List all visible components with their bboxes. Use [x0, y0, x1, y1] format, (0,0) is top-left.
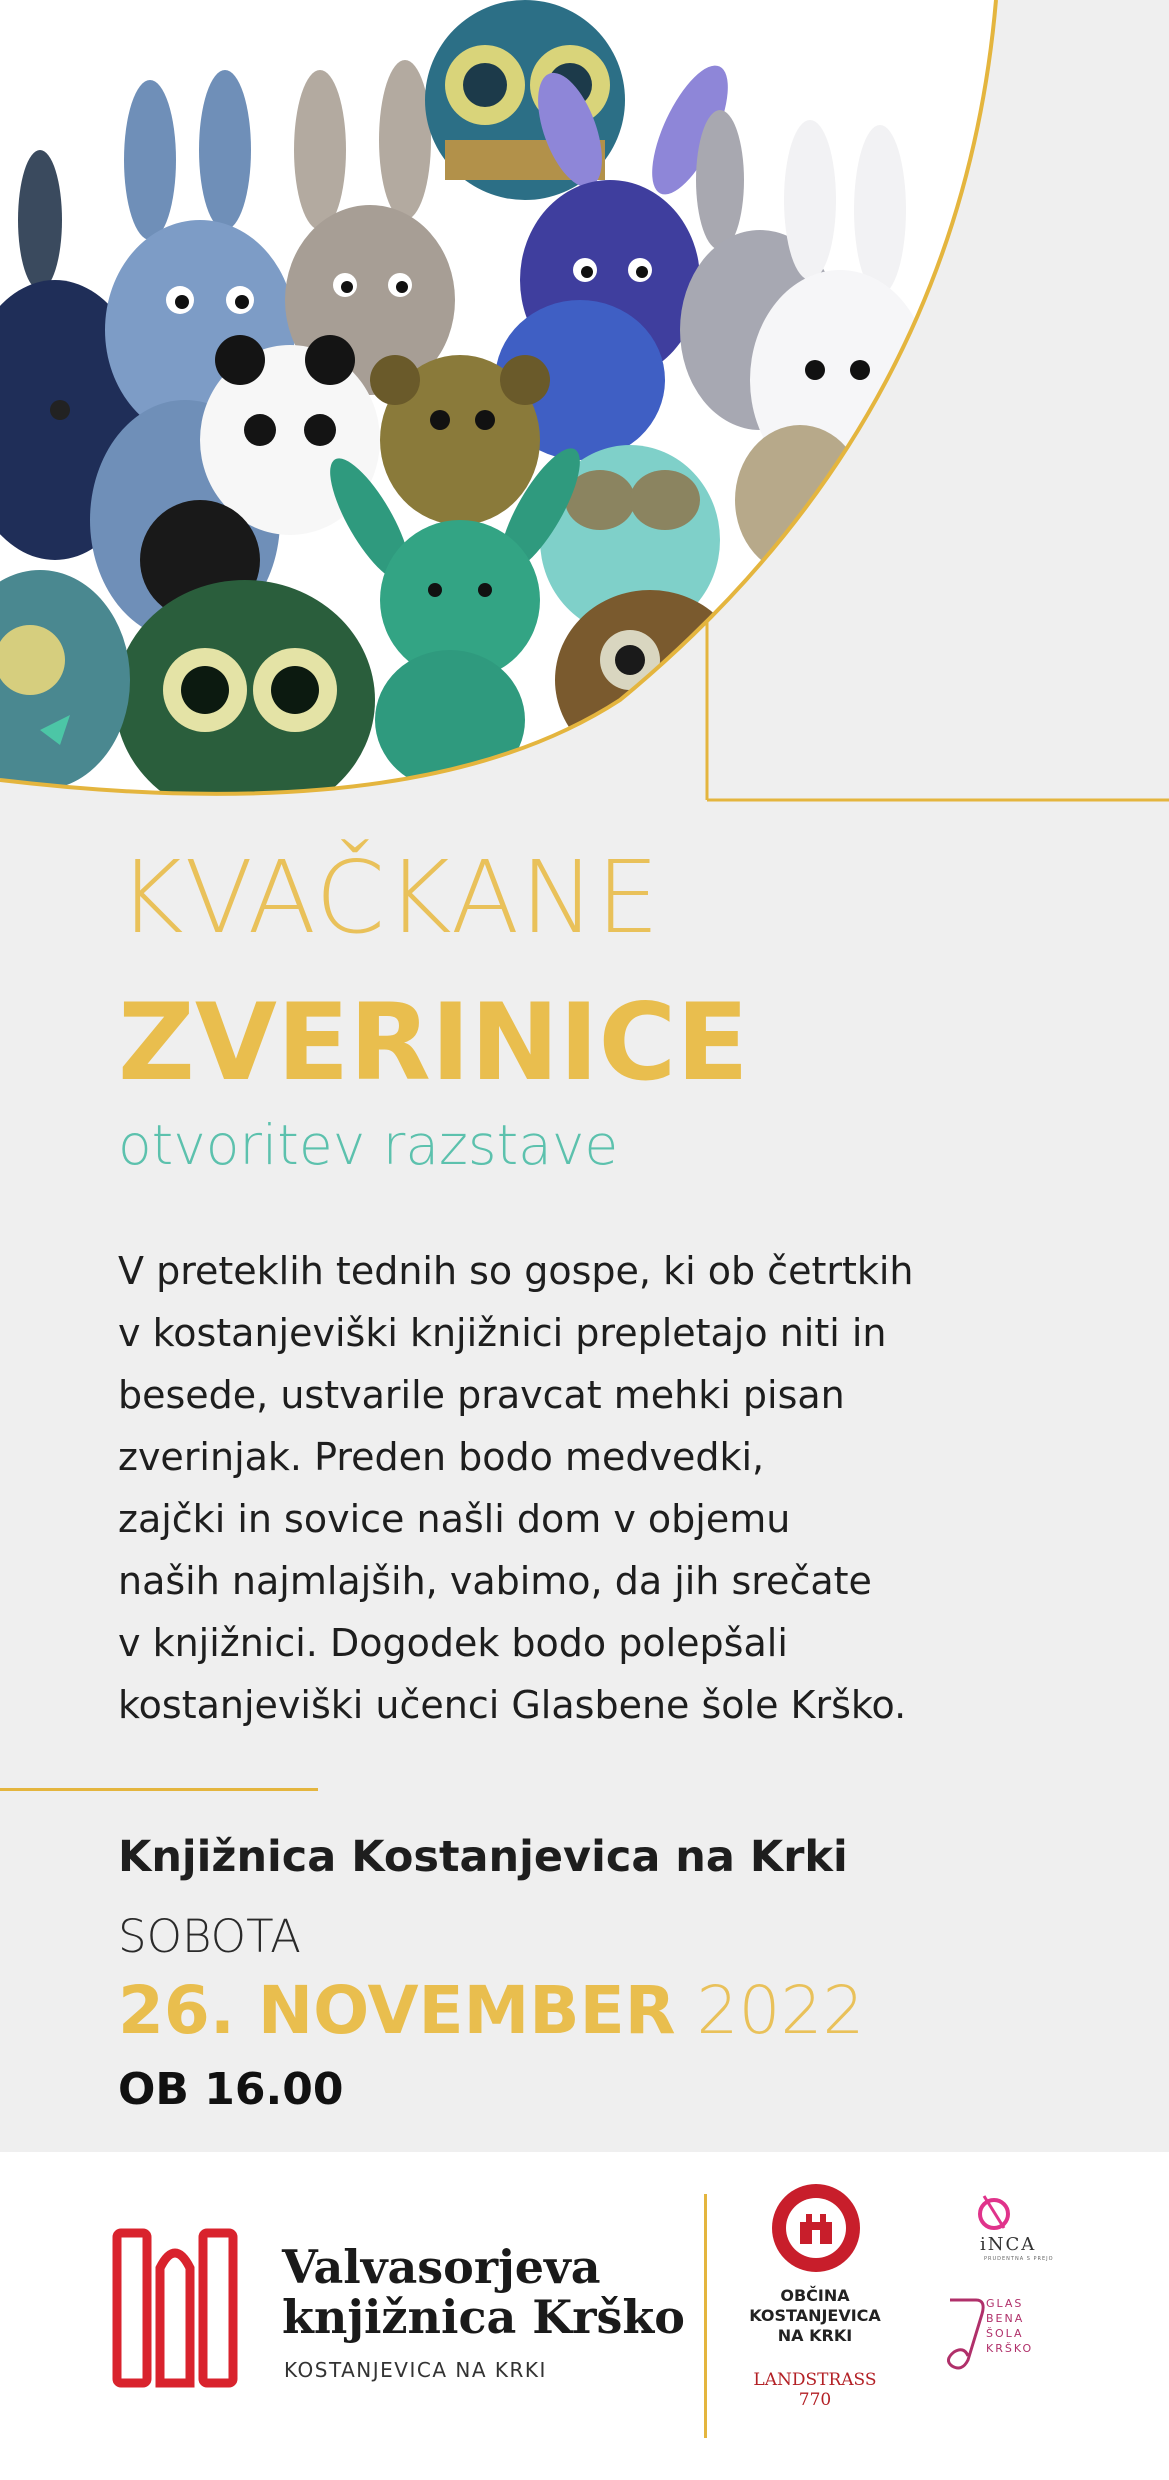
footer-divider — [704, 2194, 707, 2438]
description-line: besede, ustvarile pravcat mehki pisan — [118, 1373, 845, 1417]
description-line: V preteklih tednih so gospe, ki ob četrtkih — [118, 1249, 914, 1293]
crochet-animals-photo — [0, 0, 1169, 820]
footer — [0, 2152, 1169, 2480]
municipality-line: NA KRKI — [777, 2326, 853, 2345]
library-name-line-2: knjižnica Krško — [282, 2290, 685, 2344]
description — [118, 1240, 1018, 1736]
description-line: v kostanjeviški knjižnici prepletajo niti in — [118, 1311, 887, 1355]
event-date-main: 26. NOVEMBER — [118, 1972, 676, 2049]
event-day: SOBOTA — [118, 1910, 301, 1963]
description-line: v knjižnici. Dogodek bodo polepšali — [118, 1621, 788, 1665]
event-venue: Knjižnica Kostanjevica na Krki — [118, 1832, 848, 1882]
subtitle: otvoritev razstave — [118, 1113, 619, 1177]
library-name-line-1: Valvasorjeva — [282, 2240, 601, 2294]
municipality-name — [740, 2286, 890, 2346]
description-line: kostanjeviški učenci Glasbene šole Krško. — [118, 1683, 907, 1727]
inca-tagline: PRUDENTNA S PREJO — [984, 2256, 1054, 2262]
landstrass-line: 770 — [798, 2390, 832, 2410]
library-location: KOSTANJEVICA NA KRKI — [284, 2358, 547, 2382]
music-school-line: BENA — [986, 2312, 1025, 2325]
municipality-seal-icon — [770, 2182, 862, 2274]
library-name — [282, 2242, 685, 2342]
inca-yarn-icon — [974, 2192, 1014, 2232]
description-line: naših najmlajših, vabimo, da jih srečate — [118, 1559, 872, 1603]
music-school-line: ŠOLA — [986, 2327, 1024, 2340]
music-school-line: KRŠKO — [986, 2342, 1034, 2355]
landstrass-badge — [740, 2370, 890, 2410]
music-school-line: GLAS — [986, 2297, 1024, 2310]
library-logo-icon — [112, 2228, 238, 2388]
title-line-1: KVAČKANE — [118, 839, 661, 956]
event-date — [118, 1972, 865, 2049]
inca-logo-text: iNCA — [980, 2234, 1037, 2255]
description-line: zajčki in sovice našli dom v objemu — [118, 1497, 791, 1541]
music-school-logo-icon — [942, 2290, 988, 2374]
landstrass-line: LANDSTRASS — [753, 2370, 877, 2390]
municipality-line: KOSTANJEVICA — [749, 2306, 881, 2325]
title-line-2: ZVERINICE — [118, 981, 749, 1104]
description-line: zverinjak. Preden bodo medvedki, — [118, 1435, 765, 1479]
event-time: OB 16.00 — [118, 2064, 344, 2115]
music-school-name — [986, 2296, 1033, 2356]
divider — [0, 1788, 318, 1791]
event-year: 2022 — [696, 1972, 865, 2049]
municipality-line: OBČINA — [780, 2286, 850, 2305]
